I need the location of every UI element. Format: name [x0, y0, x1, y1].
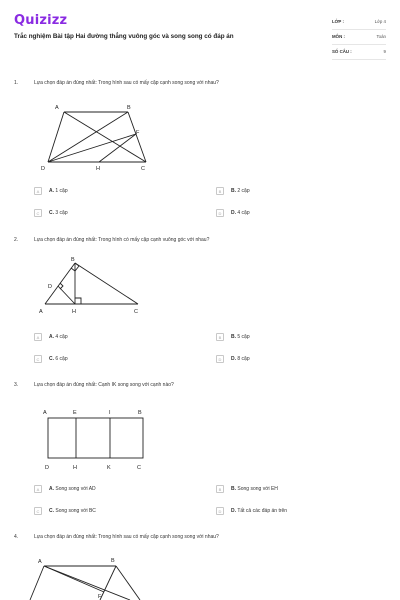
- option-label: 4 cặp: [237, 210, 250, 216]
- label-a: A: [38, 559, 42, 565]
- label-c: C: [141, 166, 145, 172]
- label-e: E: [73, 410, 77, 416]
- question-text: Lựa chọn đáp án đúng nhất: Cạnh IK song song với cạnh nào?: [34, 382, 174, 388]
- worksheet-title: Trắc nghiệm Bài tập Hai đường thẳng vuông góc và song song có đáp án: [14, 33, 234, 40]
- option-key: B.: [231, 334, 236, 340]
- label-b: B: [71, 257, 75, 263]
- label-a: A: [55, 105, 59, 111]
- meta-key: MÔN :: [332, 34, 345, 39]
- option-label: Song song với AD: [55, 486, 96, 492]
- label-f: F: [98, 594, 102, 600]
- option-key: C.: [49, 508, 54, 514]
- option-label: 1 cặp: [55, 188, 68, 194]
- option-checkbox[interactable]: C: [34, 507, 42, 515]
- quizizz-logo: Quizizz: [14, 13, 68, 28]
- label-b: B: [111, 558, 115, 564]
- option-label: 6 cặp: [55, 356, 68, 362]
- question-number: 3.: [14, 382, 19, 388]
- label-b: B: [138, 410, 142, 416]
- option-checkbox[interactable]: A: [34, 333, 42, 341]
- option-checkbox[interactable]: B: [216, 485, 224, 493]
- edge-ad: [30, 566, 44, 600]
- option-label: Song song với BC: [55, 508, 96, 514]
- option-label: Song song với EH: [237, 486, 278, 492]
- option-key: D.: [231, 356, 236, 362]
- label-d: D: [41, 166, 45, 172]
- question-text: Lựa chọn đáp án đúng nhất: Trong hình sau có mấy cặp cạnh song song với nhau?: [34, 80, 219, 86]
- option-checkbox[interactable]: D: [216, 355, 224, 363]
- question-number: 1.: [14, 80, 19, 86]
- option-key: A.: [49, 334, 54, 340]
- label-a: A: [39, 309, 43, 315]
- option-checkbox[interactable]: C: [34, 209, 42, 217]
- meta-value: Lớp 4: [374, 19, 386, 24]
- option-key: A.: [49, 486, 54, 492]
- option-key: C.: [49, 356, 54, 362]
- edge-bc-right: [116, 566, 140, 600]
- meta-value: Toán: [376, 34, 386, 39]
- label-h: H: [72, 309, 76, 315]
- label-b: B: [127, 105, 131, 111]
- edge-bc-left: [100, 566, 116, 600]
- label-d: D: [45, 465, 49, 471]
- option-key: A.: [49, 188, 54, 194]
- option-checkbox[interactable]: B: [216, 187, 224, 195]
- option-checkbox[interactable]: C: [34, 355, 42, 363]
- label-a: A: [43, 410, 47, 416]
- question-number: 2.: [14, 237, 19, 243]
- label-i: I: [109, 410, 111, 416]
- label-d: D: [48, 284, 52, 290]
- option-checkbox[interactable]: B: [216, 333, 224, 341]
- meta-key: SỐ CÂU :: [332, 49, 352, 54]
- option-checkbox[interactable]: D: [216, 209, 224, 217]
- meta-key: LỚP :: [332, 19, 344, 24]
- option-label: 2 cặp: [237, 188, 250, 194]
- question-number: 4.: [14, 534, 19, 540]
- option-checkbox[interactable]: A: [34, 485, 42, 493]
- option-key: D.: [231, 210, 236, 216]
- option-label: 8 cặp: [237, 356, 250, 362]
- label-h: H: [73, 465, 77, 471]
- option-key: D.: [231, 508, 236, 514]
- label-k: K: [107, 465, 111, 471]
- question-text: Lựa chọn đáp án đúng nhất: Trong hình sau có mấy cặp cạnh song song với nhau?: [34, 534, 219, 540]
- label-f: F: [136, 130, 140, 136]
- option-label: Tất cả các đáp án trên: [237, 508, 288, 514]
- option-label: 5 cặp: [237, 334, 250, 340]
- label-c: C: [137, 465, 141, 471]
- option-label: 4 cặp: [55, 334, 68, 340]
- option-key: B.: [231, 188, 236, 194]
- question-text: Lựa chọn đáp án đúng nhất: Trong hình có mấy cặp cạnh vuông góc với nhau?: [34, 237, 210, 243]
- option-key: B.: [231, 486, 236, 492]
- label-c: C: [134, 309, 138, 315]
- option-checkbox[interactable]: A: [34, 187, 42, 195]
- option-checkbox[interactable]: D: [216, 507, 224, 515]
- option-label: 3 cặp: [55, 210, 68, 216]
- segment-af: [44, 566, 104, 592]
- option-key: C.: [49, 210, 54, 216]
- meta-value: 9: [383, 49, 386, 54]
- label-h: H: [96, 166, 100, 172]
